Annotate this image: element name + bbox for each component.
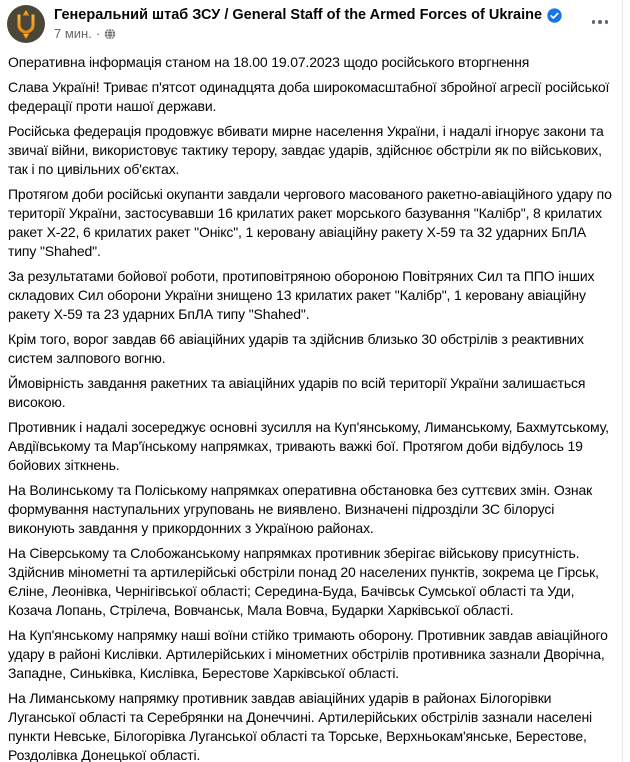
post-paragraph: Противник і надалі зосереджує основні зусилля на Куп'янському, Лиманському, Бахмутському, Авдіївському та Мар'їнському напрямках, тривають важкі бої. Протягом доби відбулось 19 бойових зіткнень. <box>8 419 609 473</box>
globe-icon <box>104 28 116 40</box>
post-body <box>8 53 614 762</box>
ukraine-trident-icon <box>16 10 36 39</box>
post-paragraph: Оперативна інформація станом на 18.00 19.07.2023 щодо російського вторгнення <box>8 54 530 70</box>
verified-badge-icon <box>547 8 562 23</box>
post-header <box>0 0 630 43</box>
post-paragraph: Протягом доби російські окупанти завдали чергового масованого ракетно-авіаційного удару по території України, застосувавши 16 крилатих ракет морського базування "Калібр", 8 крилатих ракет Х-22, 6 крилатих ракет "Онікс", 1 керовану авіаційну ракету Х-59 та 32 ударних БпЛА типу "Shahed". <box>8 186 612 259</box>
more-options-button[interactable] <box>586 12 615 32</box>
name-row <box>54 7 562 23</box>
post-paragraph: На Волинському та Поліському напрямках оперативна обстановка без суттєвих змін. Ознак формування наступальних угруповань не виявлено. Визначені підрозділи ЗС білорусі виконують завдання у прикордонних з Україною районах. <box>8 482 593 536</box>
post-meta <box>54 26 562 41</box>
page-name[interactable]: Генеральний штаб ЗСУ / General Staff of the Armed Forces of Ukraine <box>54 7 543 23</box>
post-paragraph: Крім того, ворог завдав 66 авіаційних ударів та здійснив близько 30 обстрілів з реактивних систем залпового вогню. <box>8 331 584 366</box>
timestamp[interactable]: 7 мин. <box>54 26 92 41</box>
post-paragraph: Російська федерація продовжує вбивати мирне населення України, і надалі ігнорує закони та звичаї війни, використовує тактику терору, завдає ударів, здійснює обстріли як по військових, так і по цивільних об'єктах. <box>8 123 604 177</box>
dot-icon <box>592 20 596 24</box>
header-text <box>54 5 562 41</box>
meta-separator: · <box>95 26 101 41</box>
post-paragraph: Слава Україні! Триває п'ятсот одинадцята доба широкомасштабної збройної агресії російської федерації проти нашої держави. <box>8 79 610 114</box>
dot-icon <box>598 20 602 24</box>
avatar[interactable] <box>7 5 45 43</box>
post-paragraph: За результатами бойової роботи, протиповітряною обороною Повітряних Сил та ППО інших складових Сил оборони України знищено 13 крилатих ракет "Калібр", 1 керовану авіаційну ракету Х-59 та 23 ударних БпЛА типу "Shahed". <box>8 268 595 322</box>
post-paragraph: Ймовірність завдання ракетних та авіаційних ударів по всій території України залишається високою. <box>8 375 586 410</box>
post-paragraph: На Куп'янському напрямку наші воїни стійко тримають оборону. Противник завдав авіаційного удару в районі Кислівки. Артилерійських і мінометних обстрілів противника зазнали Дворічна, Западне, Синьківка, Кислівка, Берестове Харківської області. <box>8 627 608 681</box>
post-paragraph: На Лиманському напрямку противник завдав авіаційних ударів в районах Білогорівки Луганської області та Серебрянки на Донеччині. Артилерійських обстрілів зазнали населені пункти Невське, Білогорівка Луганської області та Торське, Верхньокам'янське, Берестове, Роздолівка Донецької області. <box>8 690 593 762</box>
post-paragraph: На Сіверському та Слобожанському напрямках противник зберігає військову присутність. Здійснив мінометні та артилерійські обстріли понад 20 населених пунктів, зокрема це Гірськ, Єліне, Леонівка, Чернігівської області; Середина-Буда, Бачівськ Сумської області та Уди, Козача Лопань, Стрілеча, Вовчанськ, Мала Вовча, Бударки Харківської області. <box>8 545 599 618</box>
dot-icon <box>605 20 609 24</box>
